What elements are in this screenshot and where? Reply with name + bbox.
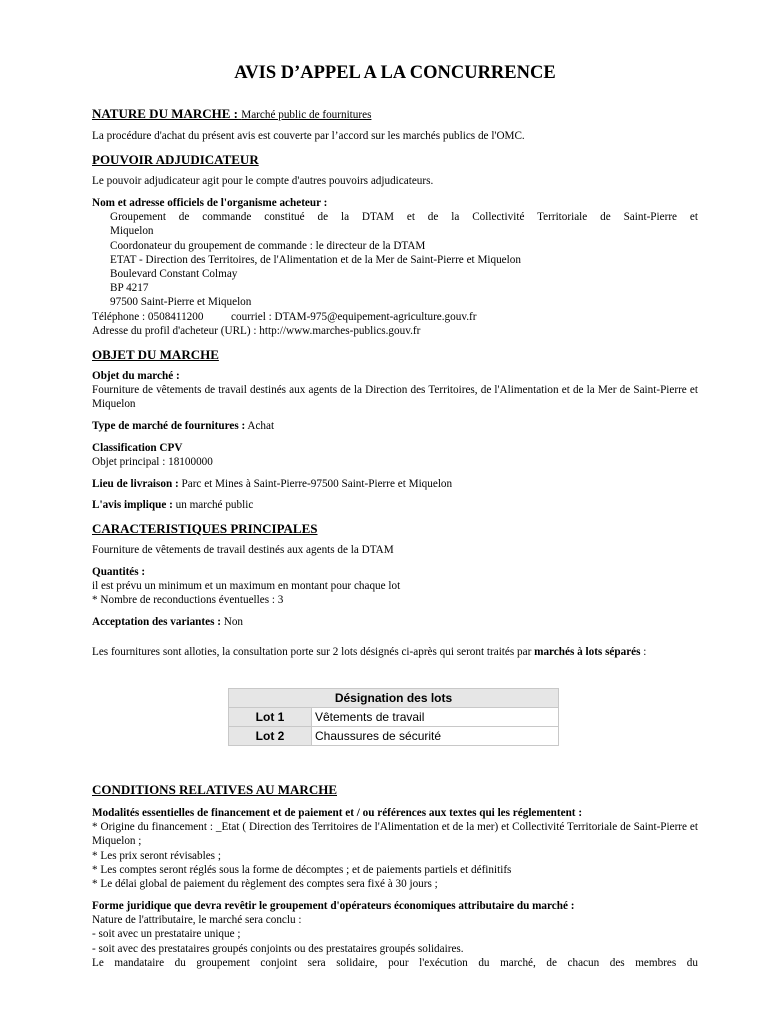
cpv-block (92, 441, 698, 469)
pouvoir-text-block (92, 174, 698, 188)
nature-text-block (92, 129, 698, 143)
section-heading-nature (92, 106, 371, 123)
organisme-line: Miquelon (110, 225, 154, 238)
organisme-line: ETAT - Direction des Territoires, de l'Alimentation et de la Mer de Saint-Pierre et Miquelon (110, 253, 521, 266)
modalites-line: * Les comptes seront réglés sous la forme de décomptes ; et de paiements partiels et définitifs (92, 863, 512, 876)
telephone: Téléphone : 0508411200 (92, 310, 204, 323)
section-heading-conditions: CONDITIONS RELATIVES AU MARCHE (92, 782, 337, 797)
section-heading-objet: OBJET DU MARCHE (92, 347, 219, 362)
lot-number: Lot 2 (229, 727, 312, 746)
type-block (92, 419, 698, 433)
forme-line: - soit avec un prestataire unique ; (92, 928, 241, 941)
lieu-label: Lieu de livraison : (92, 478, 179, 490)
forme-block (92, 899, 698, 970)
document-title: AVIS D’APPEL A LA CONCURRENCE (234, 63, 556, 83)
variantes-label: Acceptation des variantes : (92, 616, 221, 628)
caracteristiques-text: Fourniture de vêtements de travail destinés aux agents de la DTAM (92, 544, 394, 556)
organisme-line: Coordonateur du groupement de commande : le directeur de la DTAM (110, 239, 426, 252)
lots-table-header: Désignation des lots (229, 689, 559, 708)
contact-line (92, 310, 698, 324)
lots-intro-bold: marchés à lots séparés (534, 646, 641, 658)
lots-intro-block (92, 645, 698, 659)
lots-intro-end: : (640, 646, 647, 658)
quantites-line: * Nombre de reconductions éventuelles : 3 (92, 594, 284, 607)
type-value: Achat (247, 420, 275, 432)
forme-label: Forme juridique que devra revêtir le groupement d'opérateurs économiques attributaire du marché : (92, 900, 575, 912)
modalites-label: Modalités essentielles de financement et de paiement et / ou références aux textes qui les réglementent : (92, 807, 583, 819)
avis-label: L'avis implique : (92, 499, 173, 511)
modalites-line: * Origine du financement : _Etat ( Direction des Territoires de l'Alimentation et de la mer) et Collectivité Territoriale de Saint-Pierre et Miquelon ; (92, 821, 698, 848)
organisme-label: Nom et adresse officiels de l'organisme acheteur : (92, 197, 328, 209)
organisme-block (92, 196, 698, 338)
organisme-line: Boulevard Constant Colmay (110, 268, 238, 281)
lot-designation: Chaussures de sécurité (312, 727, 559, 746)
type-label: Type de marché de fournitures : (92, 420, 246, 432)
nature-text: La procédure d'achat du présent avis est couverte par l’accord sur les marchés publics de l'OMC. (92, 130, 525, 142)
modalites-line: * Les prix seront révisables ; (92, 849, 221, 862)
objet-label: Objet du marché : (92, 370, 180, 382)
profil-acheteur[interactable]: Adresse du profil d'acheteur (URL) : http://www.marches-publics.gouv.fr (92, 324, 421, 337)
pouvoir-text: Le pouvoir adjudicateur agit pour le compte d'autres pouvoirs adjudicateurs. (92, 175, 434, 187)
modalites-block (92, 806, 698, 891)
lots-table (228, 688, 559, 746)
avis-value: un marché public (175, 499, 254, 511)
objet-text: Fourniture de vêtements de travail destinés aux agents de la Direction des Territoires, de l'Alimentation et de la Mer de Saint-Pierre et Miquelon (92, 384, 698, 411)
table-row (229, 727, 559, 746)
nature-heading-text: NATURE DU MARCHE : (92, 106, 239, 121)
cpv-label: Classification CPV (92, 442, 183, 454)
organisme-line: Groupement de commande constitué de la DTAM et de la Collectivité Territoriale de Saint-Pierre et (110, 211, 698, 224)
lots-table-header-row (229, 689, 559, 708)
quantites-block (92, 565, 698, 608)
nature-value: Marché public de fournitures (241, 109, 372, 121)
section-heading-pouvoir: POUVOIR ADJUDICATEUR (92, 152, 259, 167)
section-heading-caracteristiques: CARACTERISTIQUES PRINCIPALES (92, 521, 318, 536)
forme-line: Le mandataire du groupement conjoint sera solidaire, pour l'exécution du marché, de chacun des membres du (92, 956, 698, 969)
lieu-value: Parc et Mines à Saint-Pierre-97500 Saint-Pierre et Miquelon (181, 478, 453, 490)
lot-number: Lot 1 (229, 708, 312, 727)
variantes-block (92, 615, 698, 629)
table-row (229, 708, 559, 727)
cpv-value: Objet principal : 18100000 (92, 456, 213, 469)
courriel[interactable]: courriel : DTAM-975@equipement-agriculture.gouv.fr (231, 310, 477, 323)
modalites-line: * Le délai global de paiement du règlement des comptes sera fixé à 30 jours ; (92, 878, 438, 891)
lots-intro-text: Les fournitures sont alloties, la consultation porte sur 2 lots désignés ci-après qui seront traités par (92, 646, 535, 658)
quantites-line: il est prévu un minimum et un maximum en montant pour chaque lot (92, 580, 401, 593)
lieu-block (92, 477, 698, 491)
variantes-value: Non (223, 616, 244, 628)
quantites-label: Quantités : (92, 566, 146, 578)
organisme-line: 97500 Saint-Pierre et Miquelon (110, 296, 252, 309)
objet-block (92, 369, 698, 412)
caracteristiques-text-block (92, 543, 698, 557)
avis-block (92, 498, 698, 512)
organisme-line: BP 4217 (110, 282, 149, 295)
forme-line: - soit avec des prestataires groupés conjoints ou des prestataires groupés solidaires. (92, 942, 464, 955)
lot-designation: Vêtements de travail (312, 708, 559, 727)
forme-line: Nature de l'attributaire, le marché sera conclu : (92, 914, 302, 927)
